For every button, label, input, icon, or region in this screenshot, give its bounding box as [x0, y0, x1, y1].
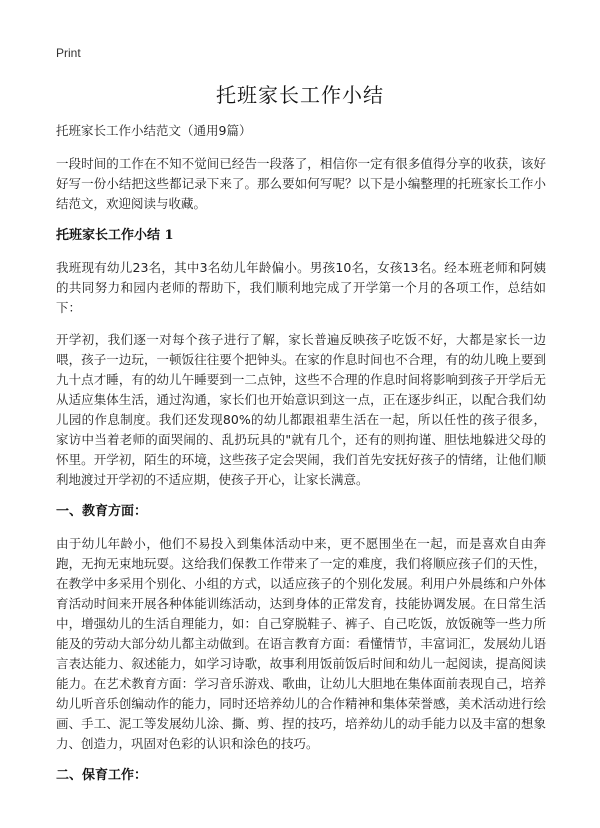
section-heading-care: 二、保育工作：: [56, 768, 148, 783]
intro-paragraph: 一段时间的工作在不知不觉间已经告一段落了，相信你一定有很多值得分享的收获，该好好写一份小结把这些都记录下来了。那么要如何写呢？以下是小编整理的托班家长工作小结范文，欢迎阅读与收藏。: [56, 156, 546, 211]
section-heading-education: 一、教育方面：: [56, 504, 148, 519]
education-paragraph: 由于幼儿年龄小，他们不易投入到集体活动中来，更不愿围坐在一起，而是喜欢自由奔跑，无拘无束地玩耍。这给我们保教工作带来了一定的难度，我们将顺应孩子们的天性，在教学中多采用个别化、小组的方式，以适应孩子的个别化发展。利用户外晨练和户外体育活动时间来开展各种体能训练活动，达到身体的正常发育，技能协调发展。在日常生活中，增强幼儿的生活自理能力，如：自己穿脱鞋子、裤子、自己吃饭，放饭碗等一些力所能及的劳动大部分幼儿都主动做到。在语言教育方面：看懂情节，丰富词汇，发展幼儿语言表达能力、叙述能力，如学习诗歌，故事利用饭前饭后时间和幼儿一起阅读，提高阅读能力。在艺术教育方面：学习音乐游戏、歌曲，让幼儿大胆地在集体面前表现自己，培养幼儿听音乐创编动作的能力，同时还培养幼儿的合作精神和集体荣誉感，美术活动进行绘画、手工、泥工等发展幼儿涂、撕、剪、捏的技巧，培养幼儿的动手能力以及丰富的想象力、创造力，巩固对色彩的认识和涂色的技巧。: [56, 536, 546, 751]
document-body: [56, 121, 546, 798]
section1-paragraph-1: 我班现有幼儿23名，其中3名幼儿年龄偏小。男孩10名，女孩13名。经本班老师和阿姨的共同努力和园内老师的帮助下，我们顺利地完成了开学第一个月的各项工作，总结如下：: [56, 260, 546, 315]
section-heading-1: 托班家长工作小结 1: [56, 228, 174, 243]
document-subtitle: 托班家长工作小结范文（通用9篇）: [56, 123, 252, 138]
section1-paragraph-2: 开学初，我们逐一对每个孩子进行了解，家长普遍反映孩子吃饭不好，大都是家长一边喂，孩子一边玩，一顿饭往往要个把钟头。在家的作息时间也不合理，有的幼儿晚上要到九十点才睡，有的幼儿午睡要到一二点钟，这些不合理的作息时间将影响到孩子开学后无从适应集体生活，通过沟通，家长们也开始意识到这一点，正在逐步纠正，以配合我们幼儿园的作息制度。我们还发现80%的幼儿都跟祖辈生活在一起，所以任性的孩子很多，家访中当着老师的面哭闹的、乱扔玩具的"就有几个，还有的则拘谨、胆怯地躲进父母的怀里。开学初，陌生的环境，这些孩子定会哭闹，我们首先安抚好孩子的情绪，让他们顺利地渡过开学初的不适应期，使孩子开心，让家长满意。: [56, 332, 546, 487]
page-title: 托班家长工作小结: [216, 83, 384, 107]
print-link[interactable]: Print: [56, 46, 81, 60]
